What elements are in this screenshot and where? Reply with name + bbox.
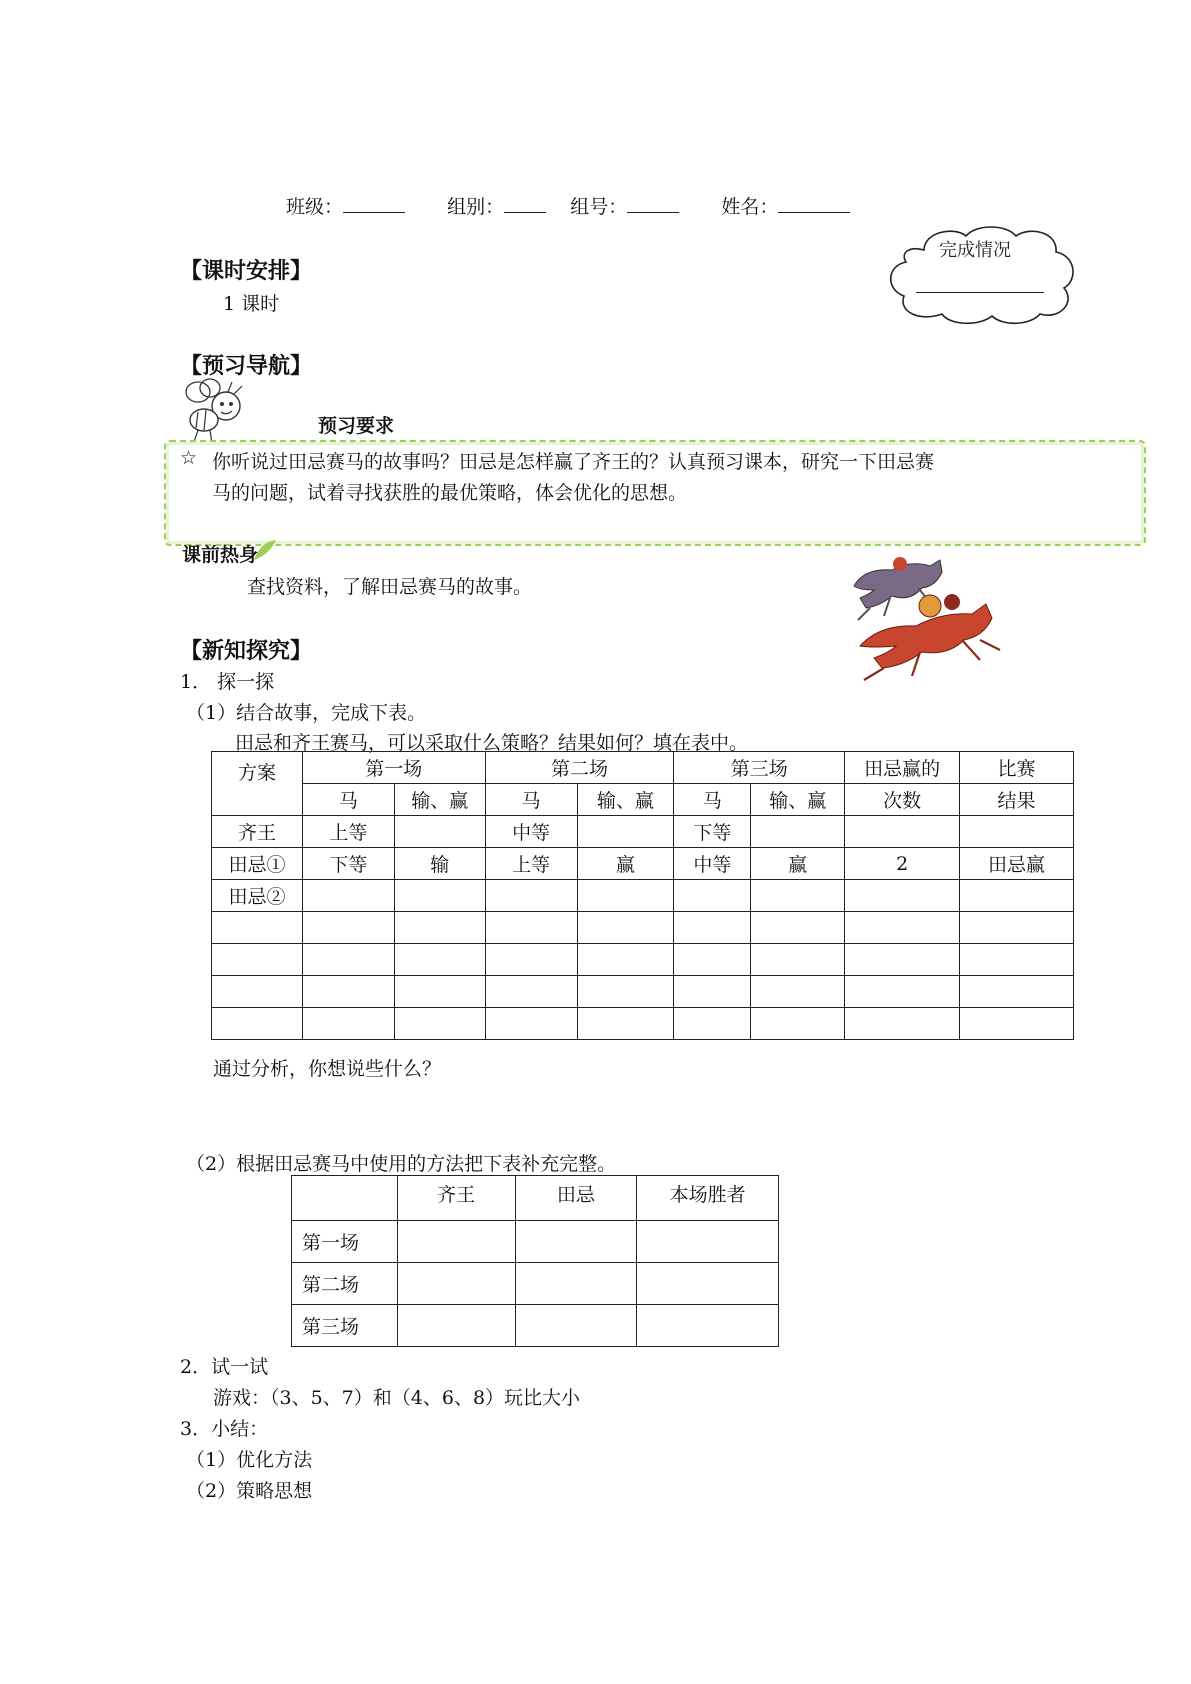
cell[interactable] [515, 1221, 637, 1263]
cell[interactable] [637, 1263, 779, 1305]
sub-wl-1: 输、赢 [394, 784, 485, 816]
section-1-question: 田忌和齐王赛马，可以采取什么策略？结果如何？填在表中。 [235, 732, 749, 754]
table-row [212, 816, 1074, 848]
cell[interactable] [485, 880, 577, 912]
cell: 上等 [485, 848, 577, 880]
preview-line-2: 马的问题，试着寻找获胜的最优策略，体会优化的思想。 [212, 482, 688, 504]
cell[interactable] [577, 1008, 674, 1040]
table-row [212, 1008, 1074, 1040]
row-name[interactable] [212, 944, 303, 976]
cell[interactable] [960, 944, 1074, 976]
name-label: 姓名： [721, 196, 779, 218]
header-wins-1: 田忌赢的 [845, 752, 960, 784]
group-number-label: 组号： [570, 196, 628, 218]
cell[interactable] [577, 944, 674, 976]
row-label: 第一场 [292, 1221, 398, 1263]
cell[interactable] [302, 976, 394, 1008]
info-header [286, 192, 850, 219]
cell[interactable] [515, 1263, 637, 1305]
class-field[interactable] [343, 194, 405, 213]
cell[interactable] [674, 880, 751, 912]
sub-wl-3: 输、赢 [751, 784, 845, 816]
row-name: 田忌② [212, 880, 303, 912]
sub-horse-2: 马 [485, 784, 577, 816]
header-blank [292, 1176, 398, 1221]
table-row [212, 848, 1074, 880]
header-round-1: 第一场 [302, 752, 485, 784]
header-result-1: 比赛 [960, 752, 1074, 784]
cell: 赢 [577, 848, 674, 880]
sub-wl-2: 输、赢 [577, 784, 674, 816]
cell[interactable] [845, 880, 960, 912]
cell[interactable] [845, 976, 960, 1008]
completion-title: 完成情况 [939, 240, 1011, 261]
header-winner: 本场胜者 [637, 1176, 779, 1221]
cell[interactable] [302, 1008, 394, 1040]
cell[interactable] [397, 1305, 515, 1347]
cell[interactable] [751, 944, 845, 976]
completion-line[interactable] [916, 292, 1044, 293]
section-3-1: （1）优化方法 [186, 1449, 313, 1471]
section-1-2: （2）根据田忌赛马中使用的方法把下表补充完整。 [186, 1153, 617, 1175]
cell[interactable] [394, 976, 485, 1008]
cell[interactable] [637, 1305, 779, 1347]
section-3-title: 3．小结： [180, 1418, 269, 1440]
cell[interactable] [674, 1008, 751, 1040]
section-1-title: 1． 探一探 [180, 671, 275, 693]
strategy-table [211, 751, 1074, 1040]
preview-requirement-title: 预习要求 [318, 415, 395, 437]
cell[interactable] [577, 880, 674, 912]
cell[interactable] [674, 944, 751, 976]
round-table [291, 1175, 779, 1347]
cell[interactable] [577, 976, 674, 1008]
name-field[interactable] [778, 194, 850, 213]
cell[interactable] [577, 912, 674, 944]
cell[interactable] [960, 880, 1074, 912]
cell[interactable] [751, 880, 845, 912]
warmup-title: 课前热身 [182, 544, 259, 566]
cell[interactable] [394, 944, 485, 976]
cell[interactable] [751, 912, 845, 944]
cell: 田忌赢 [960, 848, 1074, 880]
section-1-1: （1）结合故事，完成下表。 [186, 702, 427, 724]
cell[interactable] [485, 1008, 577, 1040]
table-header-row [212, 752, 1074, 784]
row-label: 第三场 [292, 1305, 398, 1347]
section-3-2: （2）策略思想 [186, 1480, 313, 1502]
schedule-content: 1 课时 [223, 293, 280, 315]
group-field[interactable] [504, 194, 546, 213]
cell: 赢 [751, 848, 845, 880]
cell[interactable] [637, 1221, 779, 1263]
header-plan: 方案 [212, 752, 303, 816]
header-round-2: 第二场 [485, 752, 674, 784]
row-name: 田忌① [212, 848, 303, 880]
schedule-title: 【课时安排】 [180, 258, 313, 284]
table-header-row [292, 1176, 779, 1221]
analysis-prompt: 通过分析，你想说些什么？ [213, 1058, 442, 1080]
cell[interactable] [674, 912, 751, 944]
group-label: 组别： [447, 196, 505, 218]
cell[interactable] [845, 944, 960, 976]
header-round-3: 第三场 [674, 752, 845, 784]
row-label: 第二场 [292, 1263, 398, 1305]
cell: 输 [394, 848, 485, 880]
preview-line-1: 你听说过田忌赛马的故事吗？田忌是怎样赢了齐王的？认真预习课本，研究一下田忌赛 [212, 451, 935, 473]
sub-horse-3: 马 [674, 784, 751, 816]
cell[interactable] [515, 1305, 637, 1347]
cell[interactable] [394, 1008, 485, 1040]
table-row [292, 1221, 779, 1263]
cell: 下等 [674, 816, 751, 848]
cell[interactable] [960, 816, 1074, 848]
header-qi-king: 齐王 [397, 1176, 515, 1221]
table-row [212, 944, 1074, 976]
cell[interactable] [960, 912, 1074, 944]
row-name[interactable] [212, 1008, 303, 1040]
cell[interactable] [751, 976, 845, 1008]
section-2-game: 游戏：（3、5、7）和（4、6、8）玩比大小 [213, 1387, 581, 1409]
row-name[interactable] [212, 912, 303, 944]
cell[interactable] [302, 944, 394, 976]
cell[interactable] [302, 880, 394, 912]
cell[interactable] [845, 816, 960, 848]
cell[interactable] [845, 1008, 960, 1040]
cell[interactable] [397, 1221, 515, 1263]
cell[interactable] [845, 912, 960, 944]
row-name[interactable] [212, 976, 303, 1008]
section-2-title: 2．试一试 [180, 1356, 269, 1378]
row-name: 齐王 [212, 816, 303, 848]
cell[interactable] [397, 1263, 515, 1305]
cell[interactable] [485, 944, 577, 976]
cell[interactable] [960, 976, 1074, 1008]
horses-image [830, 546, 1040, 682]
table-row [212, 912, 1074, 944]
explore-title: 【新知探究】 [180, 638, 313, 664]
table-subheader-row [212, 784, 1074, 816]
header-result-2: 结果 [960, 784, 1074, 816]
cell: 下等 [302, 848, 394, 880]
cell[interactable] [302, 912, 394, 944]
cell[interactable] [394, 880, 485, 912]
cell: 上等 [302, 816, 394, 848]
sub-horse-1: 马 [302, 784, 394, 816]
cell[interactable] [960, 1008, 1074, 1040]
table-row [212, 880, 1074, 912]
cell[interactable] [485, 912, 577, 944]
cell[interactable] [394, 816, 485, 848]
table-row [292, 1305, 779, 1347]
cell[interactable] [674, 976, 751, 1008]
preview-title: 【预习导航】 [180, 353, 313, 379]
header-tianji: 田忌 [515, 1176, 637, 1221]
cell: 2 [845, 848, 960, 880]
cell[interactable] [751, 1008, 845, 1040]
preview-star: ☆ [180, 447, 198, 469]
class-label: 班级： [286, 196, 344, 218]
completion-stamp [884, 222, 1080, 326]
table-row [292, 1263, 779, 1305]
horse-race-illustration [830, 546, 1040, 682]
cell[interactable] [577, 816, 674, 848]
cell[interactable] [485, 976, 577, 1008]
cell[interactable] [751, 816, 845, 848]
group-number-field[interactable] [627, 194, 679, 213]
table-row [212, 976, 1074, 1008]
header-wins-2: 次数 [845, 784, 960, 816]
cell: 中等 [485, 816, 577, 848]
warmup-content: 查找资料，了解田忌赛马的故事。 [247, 576, 533, 598]
cell[interactable] [394, 912, 485, 944]
cell: 中等 [674, 848, 751, 880]
